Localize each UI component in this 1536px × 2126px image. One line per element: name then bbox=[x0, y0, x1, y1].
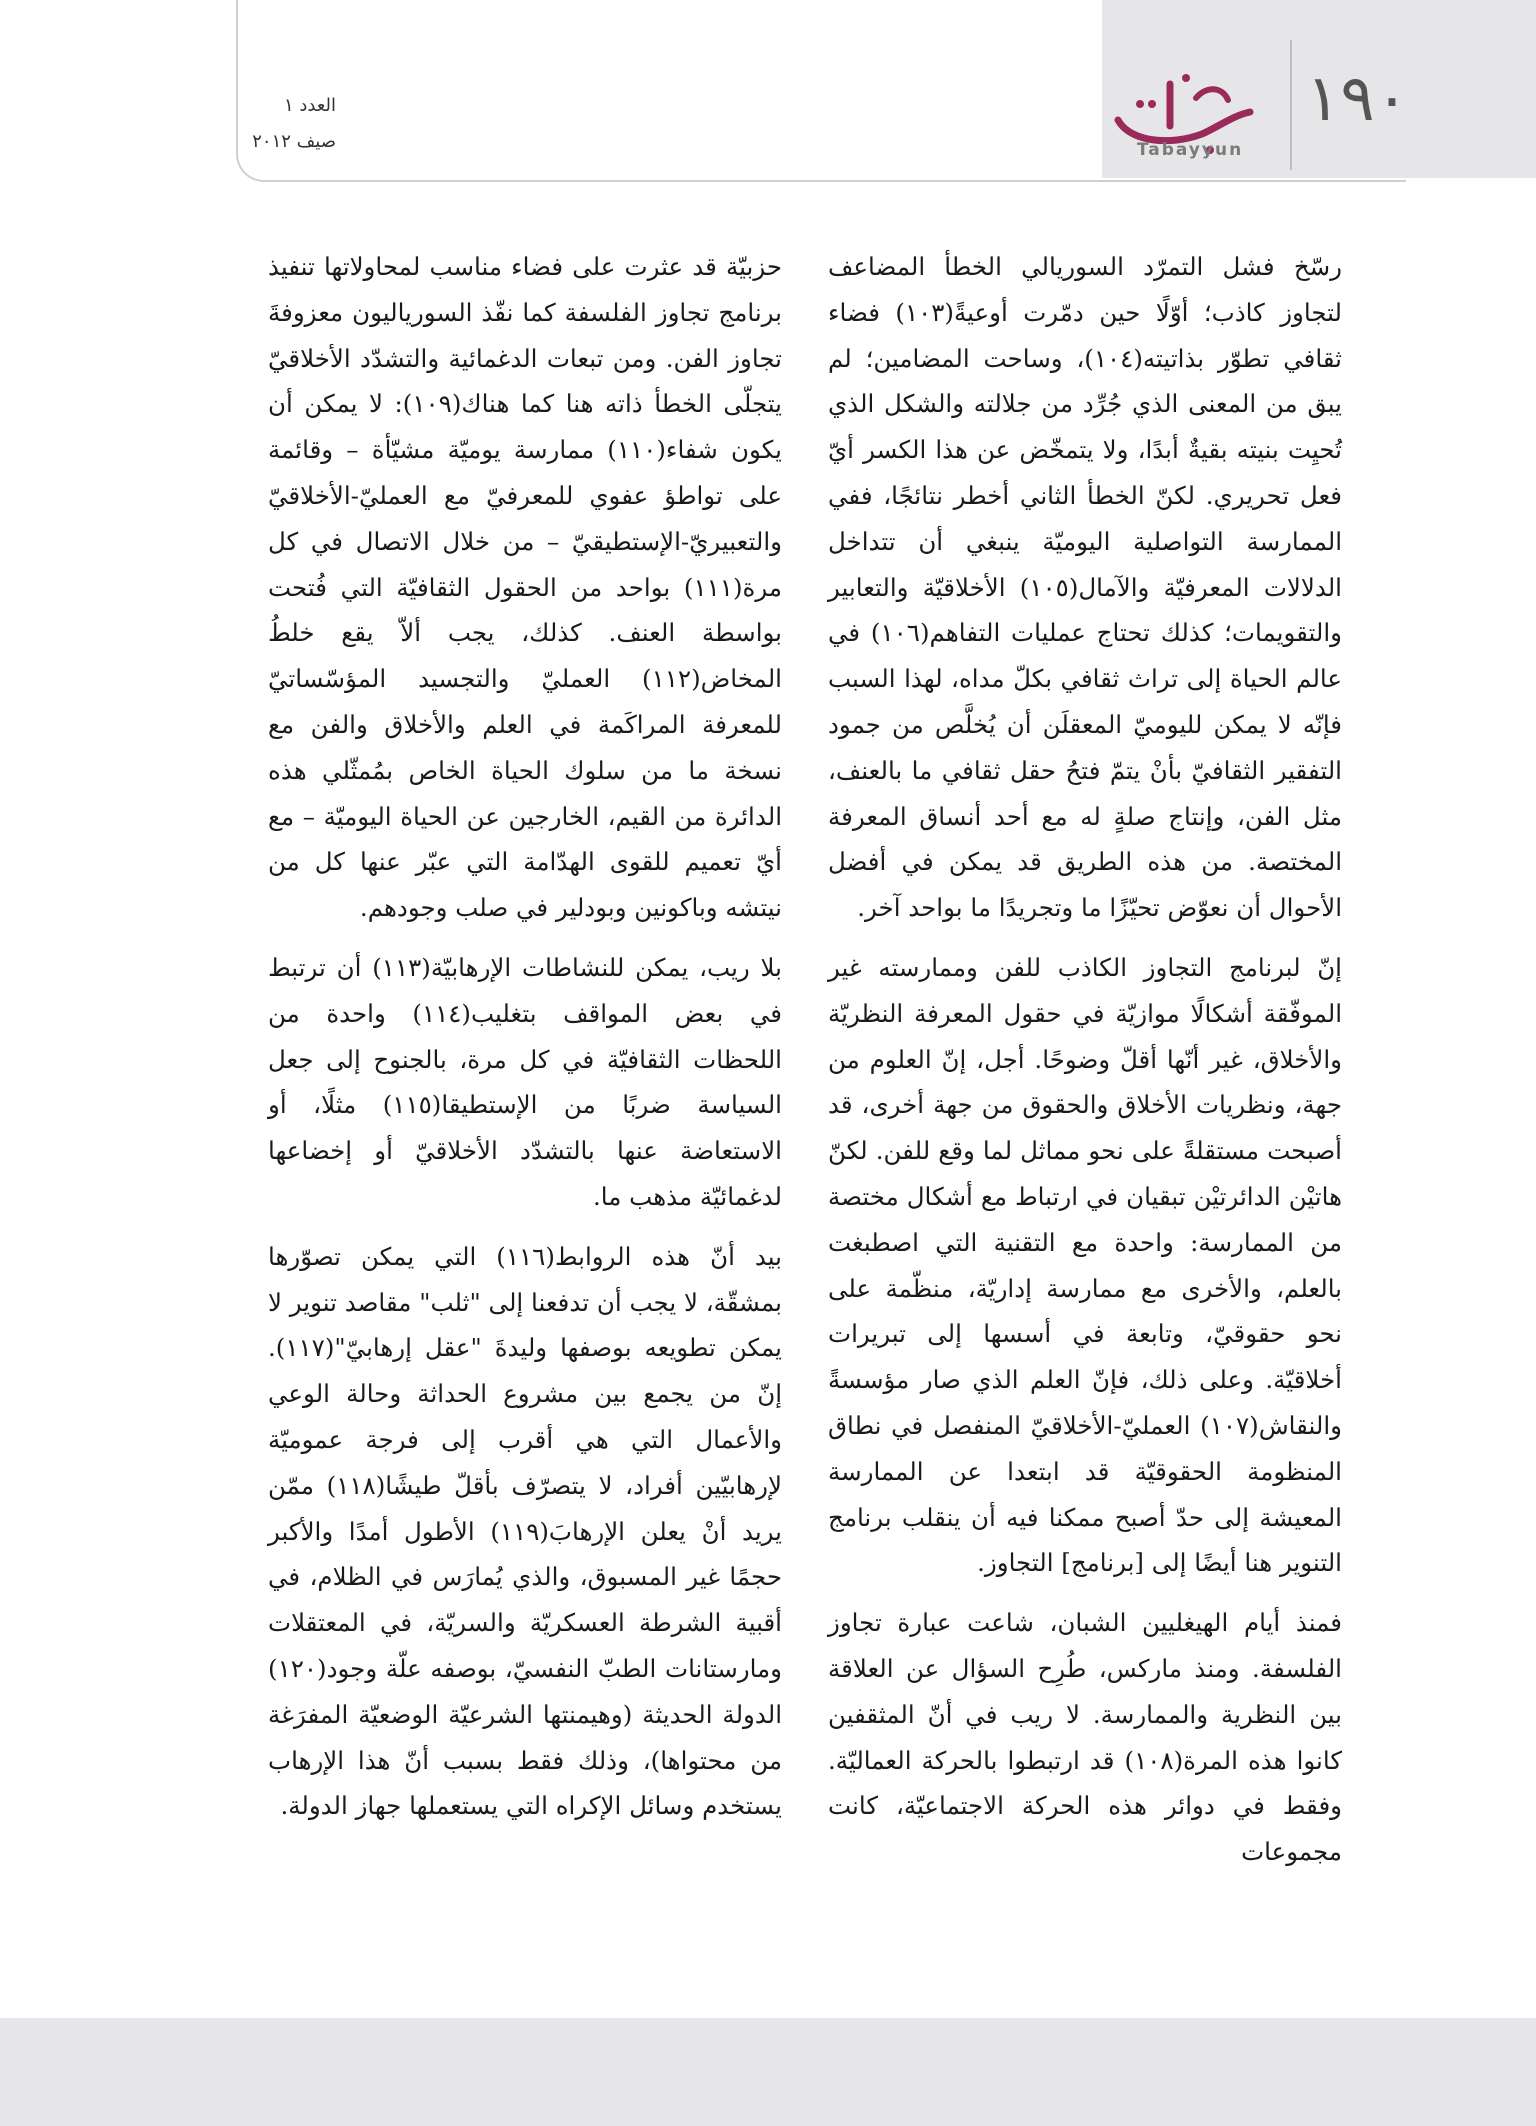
footer-band bbox=[0, 2018, 1536, 2126]
paragraph: فمنذ أيام الهيغليين الشبان، شاعت عبارة تجاوز الفلسفة. ومنذ ماركس، طُرِح السؤال عن العلاقة بين النظرية والممارسة. لا ريب في أنّ المثقفين كانوا هذه المرة(١٠٨) قد ارتبطوا بالحركة العماليّة. وفقط في دوائر هذه الحركة الاجتماعيّة، كانت مجموعات bbox=[828, 1608, 1343, 1867]
issue-label: العدد ١ bbox=[283, 95, 336, 116]
left-column bbox=[268, 244, 782, 1843]
page-number: ١٩٠ bbox=[1306, 62, 1410, 136]
right-column bbox=[828, 244, 1342, 1889]
paragraph: بيد أنّ هذه الروابط(١١٦) التي يمكن تصوّرها بمشقّة، لا يجب أن تدفعنا إلى "ثلب" مقاصد تنوير لا يمكن تطويعه بوصفها وليدةَ "عقل إرهابيّ"(١١٧). إنّ من يجمع بين مشروع الحداثة وحالة الوعي والأعمال التي هي أقرب إلى فرجة عموميّة لإرهابيّين أفراد، لا يتصرّف بأقلّ طيشًا(١١٨) ممّن يريد أنْ يعلن الإرهابَ(١١٩) الأطول أمدًا والأكبر حجمًا غير المسبوق، والذي يُمارَس في الظلام، في أقبية الشرطة العسكريّة والسريّة، في المعتقلات ومارستانات الطبّ النفسيّ، بوصفه علّة وجود(١٢٠) الدولة الحديثة (وهيمنتها الشرعيّة الوضعيّة المفرَغة من محتواها)، وذلك فقط بسبب أنّ هذا الإرهاب يستخدم وسائل الإكراه التي يستعملها جهاز الدولة. bbox=[268, 1241, 782, 1821]
page-number-divider bbox=[1290, 40, 1292, 170]
paragraph: إنّ لبرنامج التجاوز الكاذب للفن وممارسته غير الموفّقة أشكالًا موازيّة في حقول المعرفة النظريّة والأخلاق، غير أنّها أقلّ وضوحًا. أجل، إنّ العلوم من جهة، ونظريات الأخلاق والحقوق من جهة أخرى، قد أصبحت مستقلةً على نحو مماثل لما وقع للفن. لكنّ هاتيْن الدائرتيْن تبقيان في ارتباط مع أشكال مختصة من الممارسة: واحدة مع التقنية التي اصطبغت بالعلم، والأخرى مع ممارسة إداريّة، منظّمة على نحو حقوقيّ، وتابعة في أسسها إلى تبريرات أخلاقيّة. وعلى ذلك، فإنّ العلم الذي صار مؤسسةً والنقاش(١٠٧) العمليّ-الأخلاقيّ المنفصل في نطاق المنظومة الحقوقيّة قد ابتعدا عن الممارسة المعيشة إلى حدّ أصبح ممكنا فيه أن ينقلب برنامج التنوير هنا أيضًا إلى [برنامج] التجاوز. bbox=[828, 952, 1342, 1578]
season-label: صيف ٢٠١٢ bbox=[252, 131, 336, 152]
issue-info bbox=[252, 88, 336, 160]
paragraph: بلا ريب، يمكن للنشاطات الإرهابيّة(١١٣) أن ترتبط في بعض المواقف بتغليب(١١٤) واحدة من اللحظات الثقافيّة في كل مرة، بالجنوح إلى جعل السياسة ضربًا من الإستطيقا(١١٥) مثلًا، أو الاستعاضة عنها بالتشدّد الأخلاقيّ أو إخضاعها لدغمائيّة مذهب ما. bbox=[268, 952, 783, 1211]
paragraph: حزبيّة قد عثرت على فضاء مناسب لمحاولاتها تنفيذ برنامج تجاوز الفلسفة كما نفّذ السورياليون معزوفةَ تجاوز الفن. ومن تبعات الدغمائية والتشدّد الأخلاقيّ يتجلّى الخطأ ذاته هنا كما هناك(١٠٩): لا يمكن أن يكون شفاء(١١٠) ممارسة يوميّة مشيّأة – وقائمة على تواطؤ عفوي للمعرفيّ مع العمليّ-الأخلاقيّ والتعبيريّ-الإستطيقيّ – من خلال الاتصال في كل مرة(١١١) بواحد من الحقول الثقافيّة التي فُتحت بواسطة العنف. كذلك، يجب ألاّ يقع خلطُ المخاض(١١٢) العمليّ والتجسيد المؤسّساتيّ للمعرفة المراكَمة في العلم والأخلاق والفن مع نسخة ما من سلوك الحياة الخاص بمُمثّلي هذه الدائرة من القيم، الخارجين عن الحياة اليوميّة – مع أيّ تعميم للقوى الهدّامة التي عبّر عنها كل من نيتشه وباكونين وبودلير في صلب وجودهم. bbox=[268, 252, 782, 923]
paragraph: رسّخ فشل التمرّد السوريالي الخطأ المضاعف لتجاوز كاذب؛ أوّلًا حين دمّرت أوعيةً(١٠٣) فضاء ثقافي تطوّر بذاتيته(١٠٤)، وساحت المضامين؛ لم يبق من المعنى الذي جُرِّد من جلالته والشكل الذي تُحيِت بنيته بقيةٌ أبدًا، ولا يتمخّض عن هذا الكسر أيّ فعل تحريري. لكنّ الخطأ الثاني أخطر نتائجًا، ففي الممارسة التواصلية اليوميّة ينبغي أن تتداخل الدلالات المعرفيّة والآمال(١٠٥) الأخلاقيّة والتعابير والتقويمات؛ كذلك تحتاج عمليات التفاهم(١٠٦) في عالم الحياة إلى تراث ثقافي بكلّ مداه، لهذا السبب فإنّه لا يمكن لليوميّ المعقلَن أن يُخلَّص من جمود التفقير الثقافيّ بأنْ يتمّ فتحُ حقل ثقافي ما بالعنف، مثل الفن، وإنتاج صلةٍ له مع أحد أنساق المعرفة المختصة. من هذه الطريق قد يمكن في أفضل الأحوال أن نعوّض تحيّزًا ما وتجريدًا ما بواحد آخر. bbox=[828, 252, 1343, 923]
logo-latin-text: Tabayyun bbox=[1136, 140, 1244, 160]
